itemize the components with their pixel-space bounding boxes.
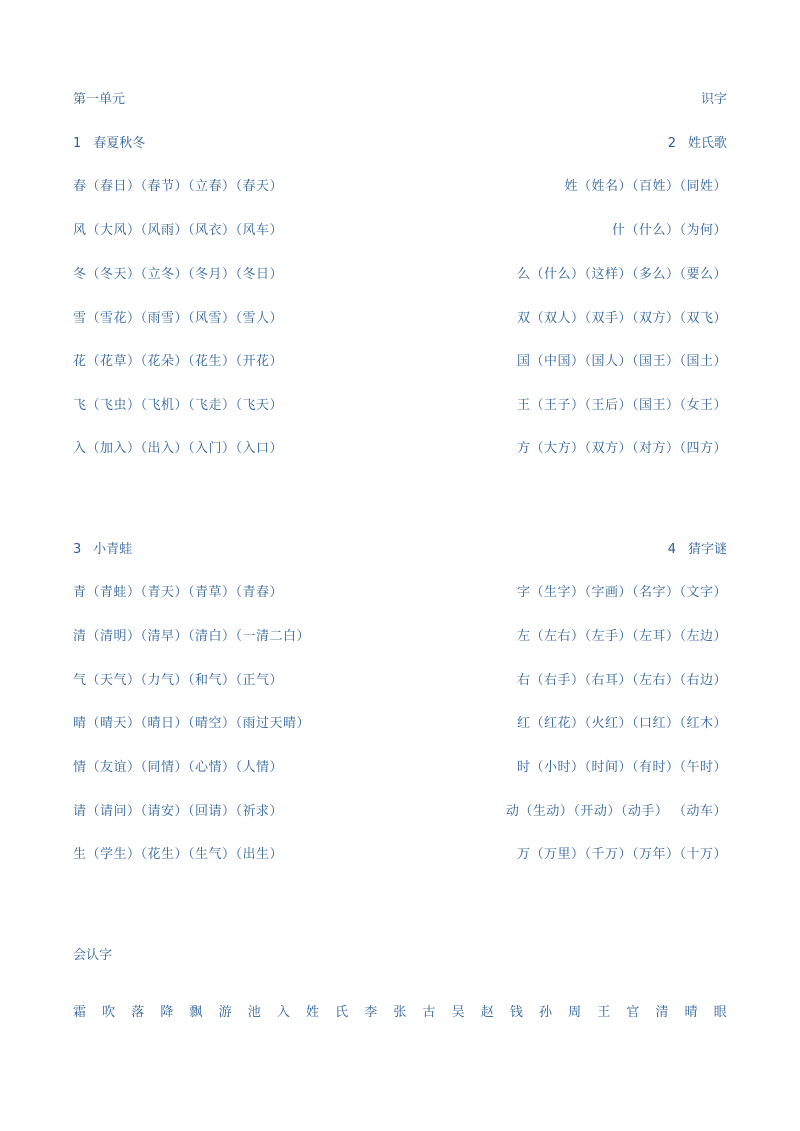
- recognize-char: 赵: [480, 1005, 494, 1020]
- lesson-1-line: 飞（飞虫）（飞机）（飞走）（飞天）: [73, 398, 284, 413]
- recognize-char: 周: [568, 1005, 582, 1020]
- lesson-2-line: 什（什么）（为何）: [611, 223, 727, 238]
- category-title: 识字: [700, 92, 727, 107]
- recognize-char: 李: [364, 1005, 378, 1020]
- lesson-3-line: 晴（晴天）（晴日）（晴空）（雨过天晴）: [73, 716, 311, 731]
- lesson-4-line: 时（小时）（时间）（有时）（午时）: [516, 760, 727, 775]
- lesson-2-line: 双（双人）（双手）（双方）（双飞）: [516, 311, 727, 326]
- lesson-4-line: 右（右手）（右耳）（左右）（右边）: [516, 673, 727, 688]
- lesson-1-line: 冬（冬天）（立冬）（冬月）（冬日）: [73, 267, 284, 282]
- recognize-char: 飘: [189, 1005, 203, 1020]
- lesson-1-heading: [73, 136, 145, 152]
- lesson-3-heading: [73, 542, 132, 558]
- lesson-3-line: 气（天气）（力气）（和气）（正气）: [73, 673, 284, 688]
- lesson-1-line: 花（花草）（花朵）（花生）（开花）: [73, 354, 284, 369]
- lesson-1-line: 春（春日）（春节）（立春）（春天）: [73, 179, 284, 194]
- recognize-char: 氏: [335, 1005, 349, 1020]
- lesson-3-line: 请（请问）（请安）（回请）（祈求）: [73, 804, 284, 819]
- lesson-4-line: 左（左右）（左手）（左耳）（左边）: [516, 629, 727, 644]
- lesson-title: 春夏秋冬: [93, 136, 146, 151]
- lesson-2-heading: [668, 136, 727, 152]
- lesson-1-line: 入（加入）（出入）（入门）（入口）: [73, 441, 284, 456]
- lesson-number: 2: [667, 136, 676, 151]
- recognize-char: 霜: [73, 1005, 87, 1020]
- lesson-title: 小青蛙: [93, 542, 133, 557]
- lesson-number: 4: [667, 542, 676, 557]
- lesson-number: 1: [73, 136, 82, 151]
- recognize-char: 古: [422, 1005, 436, 1020]
- recognize-title: 会认字: [73, 948, 113, 963]
- recognize-char: 王: [597, 1005, 611, 1020]
- lesson-3-line: 清（清明）（清早）（清白）（一清二白）: [73, 629, 311, 644]
- lesson-3-line: 情（友谊）（同情）（心情）（人情）: [73, 760, 284, 775]
- recognize-char: 眼: [713, 1005, 727, 1020]
- lesson-4-line: 红（红花）（火红）（口红）（红木）: [516, 716, 727, 731]
- lesson-1-line: 风（大风）（风雨）（风衣）（风车）: [73, 223, 284, 238]
- lesson-3-line: 青（青蛙）（青天）（青草）（青春）: [73, 585, 284, 600]
- recognize-char: 姓: [306, 1005, 320, 1020]
- lesson-4-line: 万（万里）（千万）（万年）（十万）: [516, 847, 727, 862]
- lesson-2-line: 么（什么）（这样）（多么）（要么）: [516, 267, 727, 282]
- recognize-char: 降: [160, 1005, 174, 1020]
- recognize-char: 吴: [451, 1005, 465, 1020]
- unit-title: 第一单元: [73, 92, 126, 107]
- lesson-4-line: 动（生动）（开动）（动手） （动车）: [505, 804, 727, 819]
- lesson-3-line: 生（学生）（花生）（生气）（出生）: [73, 847, 284, 862]
- recognize-char-list: [73, 1005, 727, 1021]
- recognize-char: 钱: [509, 1005, 523, 1020]
- recognize-char: 清: [655, 1005, 669, 1020]
- lesson-2-line: 方（大方）（双方）（对方）（四方）: [516, 441, 727, 456]
- recognize-char: 张: [393, 1005, 407, 1020]
- recognize-char: 游: [218, 1005, 232, 1020]
- lesson-4-line: 字（生字）（字画）（名字）（文字）: [516, 585, 727, 600]
- lesson-2-line: 国（中国）（国人）（国王）（国土）: [516, 354, 727, 369]
- recognize-char: 落: [131, 1005, 145, 1020]
- lesson-1-line: 雪（雪花）（雨雪）（风雪）（雪人）: [73, 311, 284, 326]
- recognize-char: 晴: [684, 1005, 698, 1020]
- lesson-4-heading: [668, 542, 727, 558]
- lesson-2-line: 王（王子）（王后）（国王）（女王）: [516, 398, 727, 413]
- recognize-char: 吹: [102, 1005, 116, 1020]
- recognize-char: 孙: [539, 1005, 553, 1020]
- lesson-number: 3: [73, 542, 82, 557]
- recognize-char: 池: [247, 1005, 261, 1020]
- recognize-char: 官: [626, 1005, 640, 1020]
- lesson-title: 姓氏歌: [687, 136, 727, 151]
- lesson-title: 猜字谜: [687, 542, 727, 557]
- recognize-char: 入: [276, 1005, 290, 1020]
- lesson-2-line: 姓（姓名）（百姓）（同姓）: [564, 179, 727, 194]
